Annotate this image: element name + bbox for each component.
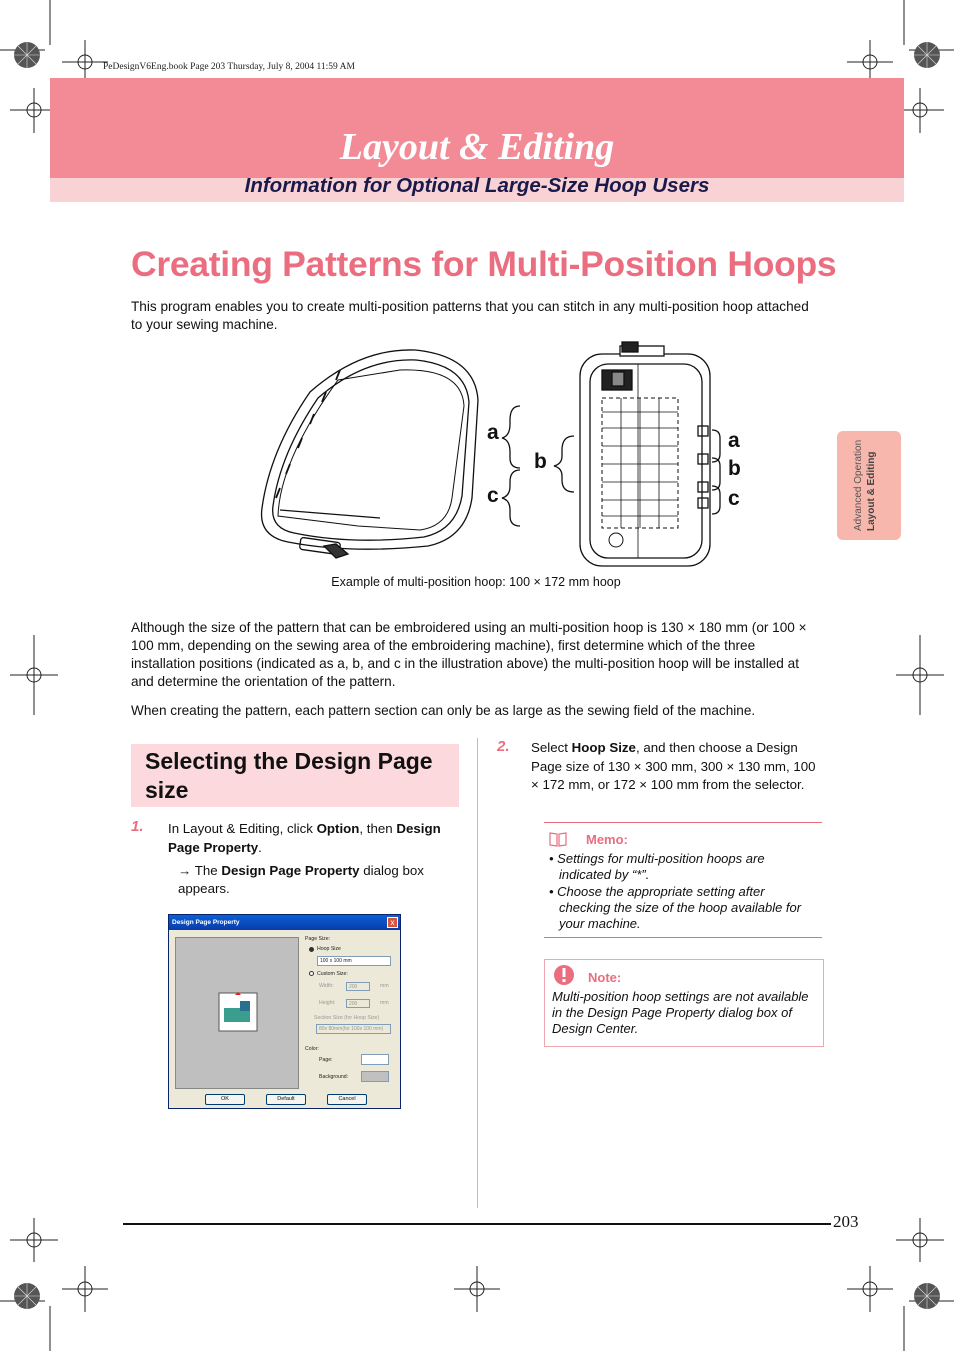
step-1-result <box>178 862 463 898</box>
dialog-close-button[interactable]: x <box>387 917 398 928</box>
intro-paragraph: This program enables you to create multi-position patterns that you can stitch in any multi-position hoop attached to your sewing machine. <box>131 299 809 332</box>
section-size-select[interactable]: 80x 80mm(for 100x 100 mm) <box>316 1024 391 1034</box>
result-pre: The <box>194 863 222 878</box>
page-title: Creating Patterns for Multi-Position Hoops <box>131 244 837 284</box>
background-color-label: Background: <box>319 1074 349 1080</box>
label-right-a: a <box>728 429 740 452</box>
book-icon <box>549 831 567 847</box>
column-divider <box>477 738 478 1208</box>
result-post: dialog box appears. <box>178 863 424 896</box>
memo-item: • Settings for multi-position hoops are indicated by “*”. <box>549 851 765 882</box>
footer-rule <box>123 1223 831 1225</box>
hoop-size-radio[interactable] <box>309 947 314 952</box>
hoop-size-select[interactable]: 100 x 100 mm <box>317 956 391 966</box>
step-1-pre: In Layout & Editing, click <box>168 821 317 836</box>
step-1-design-page-property: Design Page Property <box>168 821 441 855</box>
side-tab-line2: Layout & Editing <box>866 451 877 531</box>
memo-item: • Choose the appropriate setting after checking the size of the hoop available for your machine. <box>549 884 802 931</box>
body-paragraph-1: Although the size of the pattern that can be embroidered using an multi-position hoop is 130 × 180 mm (or 100 × 100 mm, depending on the sewing area of the embroidering machine), first determine which of the three installation positions (indicated as a, b, and c in the illustration above) the multi-position hoop will be installed at and determine the orientation of the pattern. <box>131 620 807 689</box>
step-2-pre: Select <box>531 740 572 755</box>
background-color-select[interactable] <box>361 1071 389 1082</box>
label-right-b: b <box>728 457 741 480</box>
width-label: Width: <box>319 983 334 989</box>
default-button[interactable]: Default <box>266 1094 306 1105</box>
label-left-a: a <box>487 421 499 444</box>
step-2-number: 2. <box>497 738 510 755</box>
section-subtitle: Information for Optional Large-Size Hoop Users <box>244 174 710 197</box>
label-left-b: b <box>534 450 547 473</box>
step-1-option: Option <box>316 821 360 836</box>
label-left-c: c <box>487 484 499 507</box>
section-size-label: Section Size (for Hoop Size) <box>314 1015 380 1021</box>
dialog-title: Design Page Property <box>169 915 400 930</box>
dialog-preview <box>175 937 299 1089</box>
subsection-heading: Selecting the Design Page size <box>145 748 433 803</box>
height-unit: mm <box>380 1000 389 1006</box>
hoop-perspective-drawing <box>262 350 478 558</box>
step-1-number: 1. <box>131 818 144 835</box>
ok-button[interactable]: OK <box>205 1094 245 1105</box>
memo-title: Memo: <box>586 832 628 847</box>
memo-list <box>549 851 819 933</box>
custom-size-radio[interactable] <box>309 971 314 976</box>
page-number: 203 <box>833 1212 859 1231</box>
memo-box <box>544 822 822 938</box>
height-input[interactable]: 200 <box>346 999 370 1008</box>
page-color-select[interactable] <box>361 1054 389 1065</box>
color-label: Color: <box>305 1046 319 1052</box>
page-color-label: Page: <box>319 1057 333 1063</box>
figure-caption: Example of multi-position hoop: 100 × 172 mm hoop <box>331 575 621 589</box>
step-1-text <box>168 819 460 857</box>
step-2-post: , and then choose a Design Page size of 130 × 300 mm, 300 × 130 mm, 100 × 172 mm, or 172 × 100 mm from the selector. <box>531 740 816 792</box>
warning-icon <box>553 964 579 986</box>
note-title: Note: <box>588 970 622 985</box>
width-input[interactable]: 200 <box>346 982 370 991</box>
chapter-side-tab-text <box>852 440 878 531</box>
note-text: Multi-position hoop settings are not available in the Design Page Property dialog box of Design Center. <box>552 989 809 1036</box>
result-arrow: → <box>178 863 192 878</box>
width-unit: mm <box>380 983 389 989</box>
result-dialog-name: Design Page Property <box>221 863 360 878</box>
note-box <box>544 959 824 1047</box>
cancel-button[interactable]: Cancel <box>327 1094 367 1105</box>
book-meta: PeDesignV6Eng.book Page 203 Thursday, July 8, 2004 11:59 AM <box>103 62 355 72</box>
step-1-end: . <box>258 840 262 855</box>
step-2-text <box>531 739 825 795</box>
step-2-hoop-size: Hoop Size <box>571 740 636 755</box>
hoop-illustration <box>240 340 740 575</box>
section-title: Layout & Editing <box>339 126 615 168</box>
machine-icon <box>218 992 258 1032</box>
hoop-size-label: Hoop Size <box>317 946 341 952</box>
page-size-label: Page Size: <box>305 936 331 942</box>
custom-size-label: Custom Size: <box>317 971 348 977</box>
height-label: Height: <box>319 1000 336 1006</box>
body-paragraph-2: When creating the pattern, each pattern section can only be as large as the sewing field of the machine. <box>131 703 756 718</box>
label-right-c: c <box>728 487 740 510</box>
step-1-mid: , then <box>359 821 397 836</box>
side-tab-line1: Advanced Operation <box>853 439 864 531</box>
design-page-property-dialog <box>168 914 401 1109</box>
